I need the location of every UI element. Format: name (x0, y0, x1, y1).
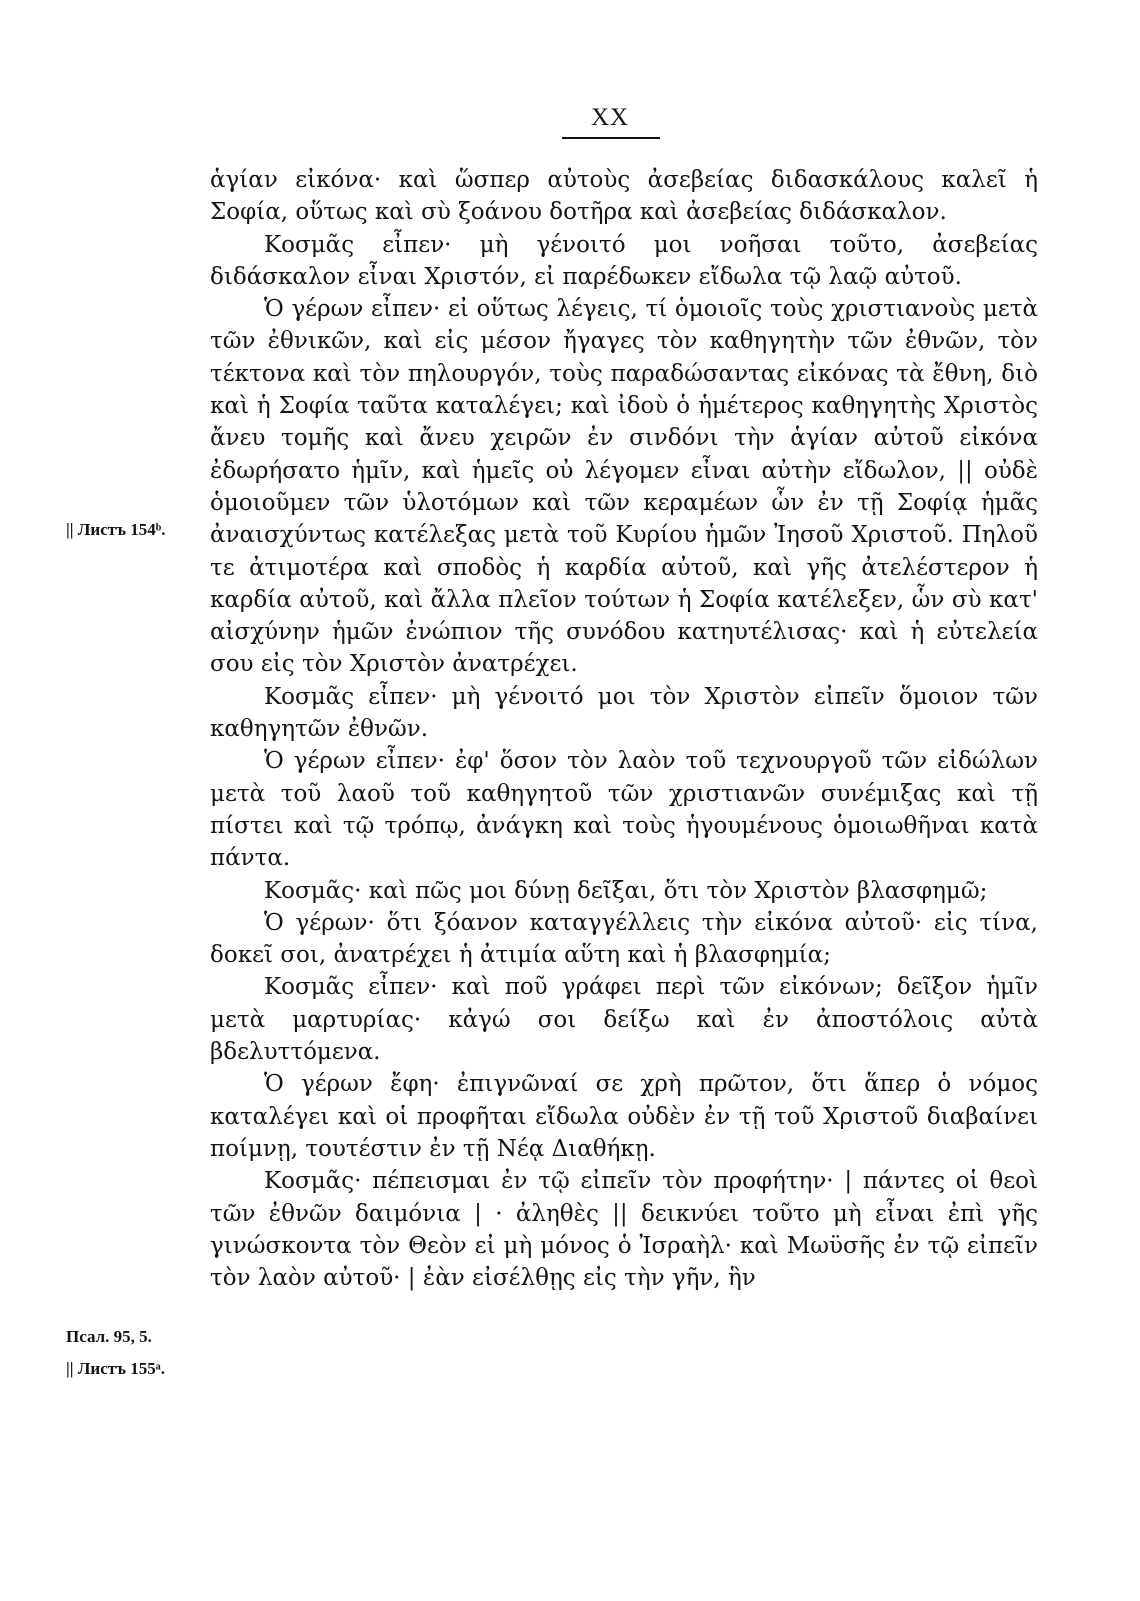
margin-note-folio-155a: || Листъ 155ᵃ. (66, 1359, 165, 1378)
paragraph: Κοσμᾶς εἶπεν· μὴ γένοιτό μοι τὸν Χριστὸν εἰπεῖν ὅμοιον τῶν καθηγητῶν ἐθνῶν. (210, 683, 1038, 743)
paragraph: Ὁ γέρων εἶπεν· ἐφ' ὅσον τὸν λαὸν τοῦ τεχνουργοῦ τῶν εἰδώλων μετὰ τοῦ λαοῦ τοῦ καθηγητοῦ τῶν χριστιανῶν συνέμιξας καὶ τῇ πίστει καὶ τῷ τρόπῳ, ἀνάγκη καὶ τοὺς ἡγουμένους ὁμοιωθῆναι κατὰ πάντα. (210, 748, 1038, 872)
paragraph: Ὁ γέρων ἔφη· ἐπιγνῶναί σε χρὴ πρῶτον, ὅτι ἅπερ ὁ νόμος καταλέγει καὶ οἱ προφῆται εἴδωλα οὐδὲν ἐν τῇ τοῦ Χριστοῦ διαβαίνει ποίμνῃ, τουτέστιν ἐν τῇ Νέᾳ Διαθήκῃ. (210, 1071, 1038, 1162)
page-number-rule (562, 137, 660, 139)
page-number: XX (590, 104, 630, 131)
margin-note-psalm: Псал. 95, 5. (66, 1327, 152, 1346)
paragraph: Κοσμᾶς· καὶ πῶς μοι δύνῃ δεῖξαι, ὅτι τὸν Χριστὸν βλασφημῶ; (264, 877, 988, 904)
paragraph: ἁγίαν εἰκόνα· καὶ ὥσπερ αὐτοὺς ἀσεβείας διδασκάλους καλεῖ ἡ Σοφία, οὕτως καὶ σὺ ξοάνου δοτῆρα καὶ ἀσεβείας διδάσκαλον. (210, 167, 1038, 226)
paragraph: Ὁ γέρων εἶπεν· εἰ οὕτως λέγεις, τί ὁμοιοῖς τοὺς χριστιανοὺς μετὰ τῶν ἐθνικῶν, καὶ εἰς μέσον ἤγαγες τὸν καθηγητὴν τῶν ἐθνῶν, τὸν τέκτονα καὶ τὸν πηλουργόν, τοὺς παραδώσαντας εἰκόνας τὰ ἔθνη, διὸ καὶ ἡ Σοφία ταῦτα καταλέγει; καὶ ἰδοὺ ὁ ἡμέτερος καθηγητὴς Χριστὸς ἄνευ τομῆς καὶ ἄνευ χειρῶν ἐν σινδόνι τὴν ἁγίαν αὐτοῦ εἰκόνα ἐδωρήσατο ἡμῖν, καὶ ἡμεῖς οὐ λέγομεν εἶναι αὐτὴν εἴδωλον, || οὐδὲ ὁμοιοῦμεν τῶν ὑλοτόμων καὶ τῶν κεραμέων ὧν ἐν τῇ Σοφίᾳ ἡμᾶς ἀναισχύντως κατέλεξας μετὰ τοῦ Κυρίου ἡμῶν Ἰησοῦ Χριστοῦ. Πηλοῦ τε ἀτιμοτέρα καὶ σποδὸς ἡ καρδία αὐτοῦ, καὶ γῆς ἀτελέστερον ἡ καρδία αὐτοῦ, καὶ ἄλλα πλεῖον τούτων ἡ Σοφία κατέλεξεν, ὧν σὺ κατ' αἰσχύνην ἡμῶν ἐνώπιον τῆς συνόδου κατηυτέλισας· καὶ ἡ εὐτελεία σου εἰς τὸν Χριστὸν ἀνατρέχει. (210, 296, 1038, 678)
paragraph: Κοσμᾶς εἶπεν· καὶ ποῦ γράφει περὶ τῶν εἰκόνων; δεῖξον ἡμῖν μετὰ μαρτυρίας· κἀγώ σοι δείξω καὶ ἐν ἀποστόλοις αὐτὰ βδελυττόμενα. (210, 974, 1038, 1066)
margin-note-folio-154b: || Листъ 154ᵇ. (66, 520, 166, 539)
main-text (210, 164, 1038, 1294)
paragraph: Κοσμᾶς· πέπεισμαι ἐν τῷ εἰπεῖν τὸν προφήτην· | πάντες οἱ θεοὶ τῶν ἐθνῶν δαιμόνια | · ἀληθὲς || δεικνύει τοῦτο μὴ εἶναι ἐπὶ γῆς γινώσκοντα τὸν Θεὸν εἰ μὴ μόνος ὁ Ἰσραὴλ· καὶ Μωϋσῆς ἐν τῷ εἰπεῖν τὸν λαὸν αὐτοῦ· | ἐὰν εἰσέλθῃς εἰς τὴν γῆν, ἣν (210, 1168, 1038, 1292)
paragraph: Κοσμᾶς εἶπεν· μὴ γένοιτό μοι νοῆσαι τοῦτο, ἀσεβείας διδάσκαλον εἶναι Χριστόν, εἰ παρέδωκεν εἴδωλα τῷ λαῷ αὐτοῦ. (210, 231, 1038, 290)
paragraph: Ὁ γέρων· ὅτι ξόανον καταγγέλλεις τὴν εἰκόνα αὐτοῦ· εἰς τίνα, δοκεῖ σοι, ἀνατρέχει ἡ ἀτιμία αὕτη καὶ ἡ βλασφημία; (210, 909, 1038, 969)
